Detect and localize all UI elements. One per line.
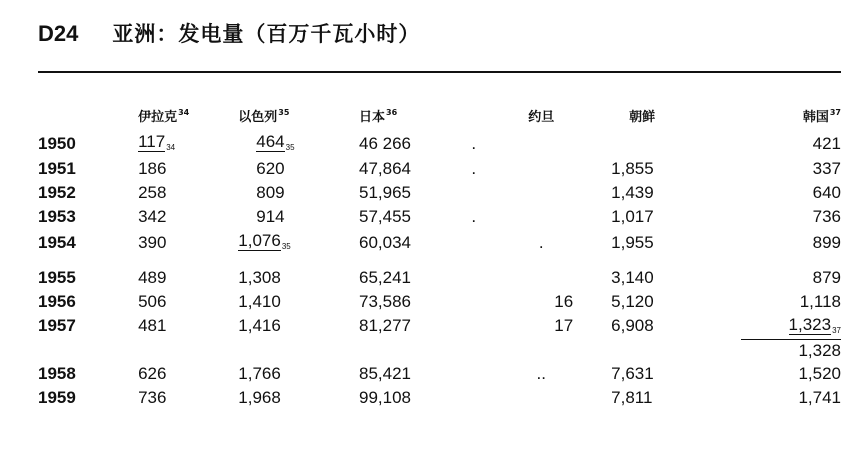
table-row xyxy=(38,181,841,205)
cell-japan: 73,586 xyxy=(359,292,411,311)
cell-japan: 85,421 xyxy=(359,364,411,383)
column-header: 约旦 xyxy=(528,109,555,125)
cell-japan: 81,277 xyxy=(359,316,411,335)
column-header: 韩国$^{37}$ xyxy=(802,108,841,125)
year-cell: 1955 xyxy=(38,268,76,287)
cell-skorea: 1,118 xyxy=(799,292,841,311)
year-cell: 1958 xyxy=(38,364,76,383)
cell-iraq: 481 xyxy=(138,316,167,335)
table-row xyxy=(38,229,841,256)
cell-jordan: 16 xyxy=(554,292,574,311)
cell-israel: 46435 xyxy=(256,132,295,152)
cell-skorea: 899 xyxy=(812,232,841,252)
cell-skorea: 421 xyxy=(812,133,841,153)
cell-israel: 914 xyxy=(256,207,285,226)
cell-japan: 51,965 xyxy=(359,183,411,202)
cell-jordan xyxy=(471,386,611,410)
cell-skorea: 1,32337 1,328 xyxy=(741,314,841,362)
cell-nkorea: 6,908 xyxy=(611,316,654,335)
cell-nkorea: 3,140 xyxy=(611,268,654,287)
cell-israel: 1,07635 xyxy=(238,231,291,251)
header-row xyxy=(38,100,841,130)
year-cell: 1953 xyxy=(38,207,76,226)
table-row xyxy=(38,157,841,181)
cell-israel: 1,766 xyxy=(238,364,281,383)
table-row xyxy=(38,362,841,386)
year-cell: 1951 xyxy=(38,159,76,178)
cell-japan: 65,241 xyxy=(359,268,411,287)
cell-nkorea xyxy=(611,130,741,157)
year-cell: 1957 xyxy=(38,316,76,335)
cell-skorea: 1,520 xyxy=(798,364,841,383)
page-title: 亚洲：发电量（百万千瓦小时） xyxy=(112,22,421,46)
cell-japan: 46 266 xyxy=(359,133,411,153)
cell-nkorea: 1,955 xyxy=(611,232,654,252)
table-row xyxy=(38,314,841,362)
cell-iraq: 186 xyxy=(138,159,167,178)
cell-iraq: 258 xyxy=(138,183,167,202)
table-row xyxy=(38,256,841,290)
cell-nkorea: 1,439 xyxy=(611,183,654,202)
year-cell: 1959 xyxy=(38,388,76,407)
cell-iraq: 506 xyxy=(138,292,167,311)
year-cell: 1952 xyxy=(38,183,76,202)
cell-iraq: 342 xyxy=(138,207,167,226)
year-header xyxy=(38,100,138,130)
cell-jordan: . xyxy=(471,133,477,153)
year-cell: 1956 xyxy=(38,292,76,311)
cell-israel: 809 xyxy=(256,183,285,202)
cell-japan: 47,864 xyxy=(359,159,411,178)
table-row xyxy=(38,290,841,314)
cell-japan: 99,108 xyxy=(359,388,411,407)
table-row xyxy=(38,130,841,157)
column-header: 日本$^{36}$ xyxy=(359,108,398,125)
table-row xyxy=(38,205,841,229)
cell-skorea: 640 xyxy=(812,183,841,202)
cell-israel: 1,416 xyxy=(238,316,281,335)
table-row xyxy=(38,386,841,410)
header-rule xyxy=(38,71,841,73)
cell-jordan xyxy=(471,181,611,205)
title-row xyxy=(38,18,420,48)
cell-israel: 1,968 xyxy=(238,388,281,407)
cell-skorea: 337 xyxy=(812,159,841,178)
cell-jordan xyxy=(471,256,611,290)
cell-israel: 1,410 xyxy=(238,292,281,311)
column-header: 以色列$^{35}$ xyxy=(238,108,290,125)
cell-jordan: . xyxy=(471,159,477,178)
cell-jordan: . xyxy=(471,207,477,226)
cell-israel: 1,308 xyxy=(238,268,281,287)
cell-skorea: 1,741 xyxy=(798,388,841,407)
cell-jordan: 17 xyxy=(554,316,574,335)
cell-nkorea: 5,120 xyxy=(611,292,654,311)
cell-skorea: 736 xyxy=(812,207,841,226)
cell-japan: 60,034 xyxy=(359,232,411,252)
cell-iraq: 11734 xyxy=(138,132,176,152)
cell-iraq: 736 xyxy=(138,388,167,407)
year-cell: 1950 xyxy=(38,133,76,153)
year-cell: 1954 xyxy=(38,232,76,252)
cell-iraq: 626 xyxy=(138,364,167,383)
cell-israel: 620 xyxy=(256,159,285,178)
table-code: D24 xyxy=(38,21,79,46)
cell-jordan: .. xyxy=(536,364,546,383)
column-header: 朝鲜 xyxy=(629,109,656,125)
cell-jordan: . xyxy=(538,232,544,252)
column-header: 伊拉克$^{34}$ xyxy=(138,108,190,125)
cell-iraq: 489 xyxy=(138,268,167,287)
cell-nkorea: 7,631 xyxy=(611,364,654,383)
cell-skorea: 879 xyxy=(812,268,841,287)
cell-nkorea: 1,855 xyxy=(611,159,654,178)
cell-nkorea: 1,017 xyxy=(611,207,654,226)
cell-nkorea: 7,811 xyxy=(611,388,653,407)
cell-japan: 57,455 xyxy=(359,207,411,226)
cell-iraq: 390 xyxy=(138,232,167,252)
data-table xyxy=(38,100,841,410)
